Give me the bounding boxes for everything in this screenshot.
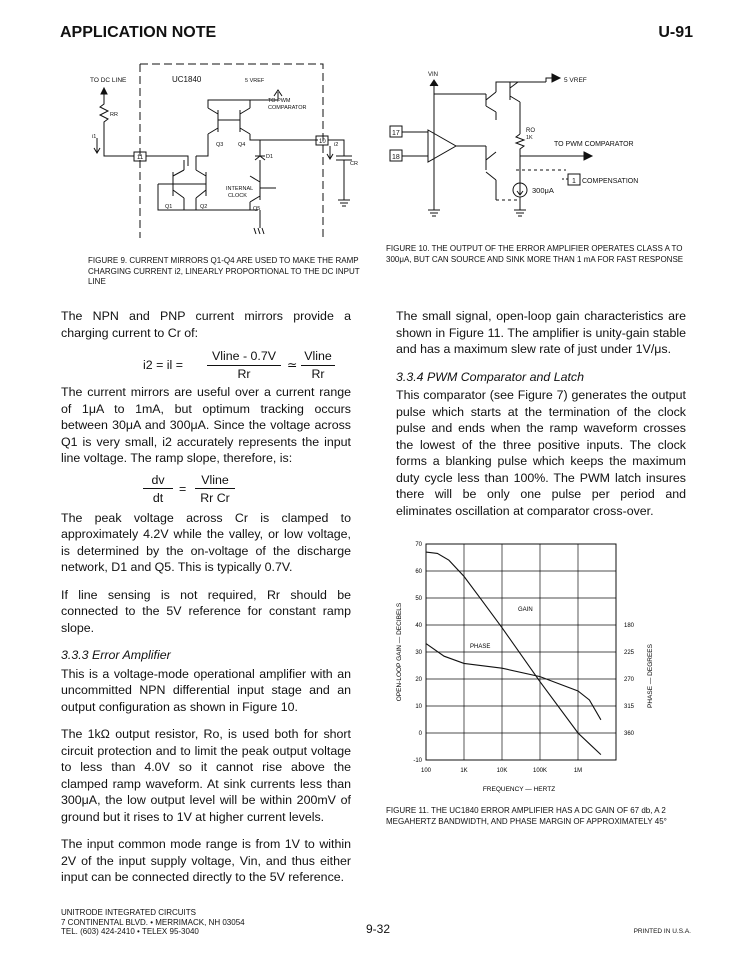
y-tick-label: 20 (415, 677, 422, 683)
figure-9-schematic (88, 60, 358, 246)
header-title: APPLICATION NOTE (60, 24, 217, 41)
fig9-pin11: 11 (137, 155, 144, 161)
fig9-i2: i2 (334, 142, 339, 148)
x-tick-label: 100 (420, 768, 432, 774)
right-p1: The small signal, open-loop gain characteristics are shown in Figure 11. The amplifier is unity-gain stable and has a maximum slew rate of just under 1V/μs. (396, 309, 686, 356)
fig9-i1: i1 (92, 134, 97, 140)
fig9-q2: Q2 (200, 204, 208, 210)
fig10-pin17: 17 (392, 130, 400, 137)
chart-y2-tick-labels (624, 623, 635, 737)
fig10-vref: 5 VREF (564, 77, 587, 84)
eq1-den: Rr (237, 367, 251, 381)
footer-phone: TEL. (603) 424-2410 • TELEX 95-3040 (61, 927, 199, 936)
y-tick-label: 70 (415, 542, 422, 548)
fig9-cr: CR (350, 161, 358, 167)
footer-company: UNITRODE INTEGRATED CIRCUITS (61, 908, 196, 917)
eq2-num2: Vline (195, 472, 235, 490)
phase-line (426, 644, 601, 720)
gain-line (426, 552, 601, 755)
left-p3: The peak voltage across Cr is clamped to approximately 4.2V while the valley, or low voltage, is determined by the on-voltage of the discharge network, D1 and Q5. This is typically 0.7V. (61, 510, 351, 574)
y-tick-label: 60 (415, 569, 422, 575)
fig9-chip: UC1840 (172, 75, 202, 84)
fig10-pin1: 1 (572, 178, 576, 185)
chart-grid (426, 544, 616, 760)
eq1-num2: Vline (301, 348, 335, 366)
footer-address (61, 908, 245, 937)
eq2-den2: Rr Cr (200, 490, 230, 505)
chart-y-tick-labels (413, 542, 422, 764)
fig9-pin10: 10 (319, 139, 326, 145)
chart-series (426, 552, 601, 755)
fig9-comparator: COMPARATOR (268, 105, 307, 111)
chart-y2-axis-title: PHASE — DEGREES (647, 644, 654, 708)
fig9-dcline: TO DC LINE (90, 77, 127, 84)
left-p5: This is a voltage-mode operational amplifier with an uncommitted NPN differential input stage and an output configuration as shown in Figure 10. (61, 666, 351, 714)
y-tick-label: 40 (415, 623, 422, 629)
eq1-approx: ≃ (287, 358, 298, 372)
printed-in: PRINTED IN U.S.A. (633, 928, 691, 935)
eq1-num: Vline - 0.7V (207, 348, 281, 366)
y2-tick-label: 225 (624, 650, 635, 656)
fig10-isrc: 300μA (532, 186, 554, 195)
right-p2: This comparator (see Figure 7) generates the output pulse which starts at the termination of the clock pulse and ends when the ramp waveform crosses the lowest of the three positive inputs. The clock forms a blanking pulse which keeps the maximum duty cycle less than 100%. The PWM latch insures there will be only one pulse per period and eliminates oscillation at comparator cross-over. (396, 388, 686, 518)
fig10-compensation: COMPENSATION (582, 178, 639, 185)
fig9-q5: Q5 (253, 206, 261, 212)
gain-series-label: GAIN (518, 607, 533, 613)
left-p2: The current mirrors are useful over a current range of 1μA to 1mA, but optimum tracking occurs between 30μA and 300μA. Since the voltage across Q1 is very small, i2 accurately represents the input line voltage. The ramp slope, therefore, is: (61, 385, 351, 465)
figure-11-chart (390, 536, 660, 800)
figure-11-caption: FIGURE 11. THE UC1840 ERROR AMPLIFIER HAS A DC GAIN OF 67 db, A 2 MEGAHERTZ BANDWIDTH, AND PHASE MARGIN OF APPROXIMATELY 45° (386, 806, 667, 826)
eq2-eq: = (179, 481, 187, 496)
fig9-rr: RR (110, 112, 118, 118)
fig9-q1: Q1 (165, 204, 173, 210)
equation-i2 (61, 348, 351, 382)
fig10-vin: VIN (428, 72, 439, 78)
figure-10-caption: FIGURE 10. THE OUTPUT OF THE ERROR AMPLIFIER OPERATES CLASS A TO 300μA, BUT CAN SOURCE AND SINK MORE THAN 1 mA FOR FAST RESPONSE (386, 244, 684, 264)
x-tick-label: 100K (532, 768, 548, 774)
y2-tick-label: 270 (624, 677, 635, 683)
y-tick-label: 10 (415, 704, 422, 710)
fig9-clock: CLOCK (228, 193, 247, 199)
chart-x-axis-title: FREQUENCY — HERTZ (482, 786, 556, 793)
fig10-ro: RO (526, 128, 535, 134)
eq2-num: dv (143, 472, 173, 490)
y-tick-label: 0 (418, 731, 422, 737)
page-number: 9-32 (366, 922, 391, 936)
eq1-lhs: i2 = il = (143, 358, 183, 372)
fig9-d1: D1 (266, 154, 274, 160)
phase-series-label: PHASE (470, 644, 491, 650)
fig9-internal: INTERNAL (226, 186, 254, 192)
section-3-3-4-heading: 3.3.4 PWM Comparator and Latch (396, 369, 585, 384)
y-tick-label: 30 (415, 650, 422, 656)
fig9-q3: Q3 (216, 142, 224, 148)
y2-tick-label: 360 (624, 731, 635, 737)
y-tick-label: 50 (415, 596, 422, 602)
eq2-den: dt (152, 490, 164, 505)
left-p4: If line sensing is not required, Rr should be connected to the 5V reference for constant ramp slope. (61, 587, 351, 635)
fig10-topwm: TO PWM COMPARATOR (554, 141, 634, 148)
right-column (396, 308, 686, 530)
figure-9-caption: FIGURE 9. CURRENT MIRRORS Q1-Q4 ARE USED TO MAKE THE RAMP CHARGING CURRENT i2, LINEARLY PROPORTIONAL TO THE DC INPUT LINE (88, 256, 360, 286)
chart-x-tick-labels (421, 768, 582, 774)
section-3-3-3-heading: 3.3.3 Error Amplifier (61, 648, 171, 662)
y2-tick-label: 315 (624, 704, 635, 710)
x-tick-label: 1M (573, 768, 583, 774)
x-tick-label: 10K (496, 768, 508, 774)
y-tick-label: -10 (413, 758, 422, 764)
y2-tick-label: 180 (624, 623, 635, 629)
left-p1: The NPN and PNP current mirrors provide a charging current to Cr of: (61, 309, 351, 340)
header-doc-id: U-91 (658, 24, 693, 41)
fig9-topwm: TO PWM (268, 98, 291, 104)
figure-10-schematic (386, 60, 686, 232)
left-column (61, 308, 351, 897)
left-p6: The 1kΩ output resistor, Ro, is used both for short circuit protection and to limit the peak output voltage to less than 4.0V so it cannot rise above the clamped ramp waveform. At sink currents less than 300μA, the low output level will be within 200mV of ground but it rises to 1V at higher current levels. (61, 727, 351, 824)
eq1-den2: Rr (311, 367, 325, 381)
equation-slope (61, 472, 351, 506)
fig9-vref: 5 VREF (245, 78, 265, 84)
footer-street: 7 CONTINENTAL BLVD. • MERRIMACK, NH 03054 (61, 917, 245, 927)
fig10-pin18: 18 (392, 154, 400, 161)
left-p7: The input common mode range is from 1V to within 2V of the input supply voltage, Vin, and thus either input can be connected directly to the 5V reference. (61, 837, 351, 884)
x-tick-label: 1K (460, 768, 468, 774)
chart-y-axis-title: OPEN-LOOP GAIN — DECIBELS (396, 602, 403, 702)
fig10-rk: 1K (526, 135, 533, 141)
fig9-q4: Q4 (238, 142, 246, 148)
